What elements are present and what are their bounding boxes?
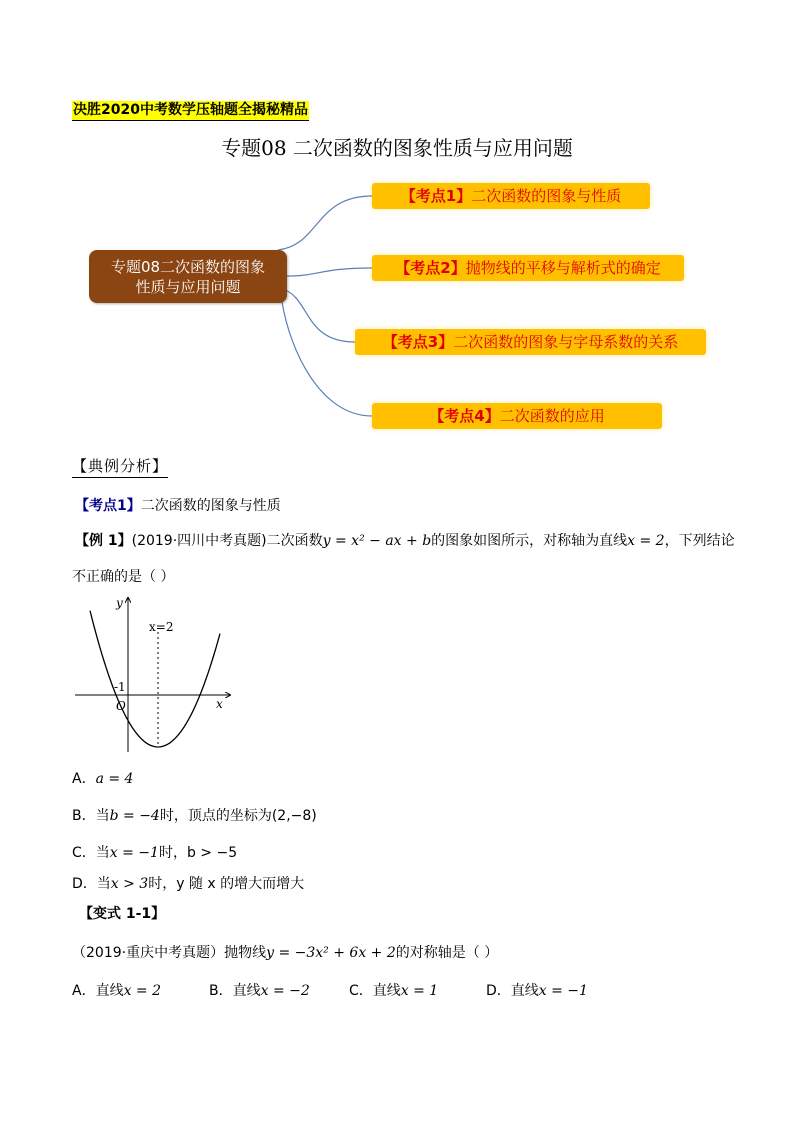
formula: y = x² − ax + b	[322, 533, 432, 549]
mindmap-center-node	[89, 250, 287, 303]
variant-tag: 【变式 1-1】	[79, 906, 166, 922]
option-pre: 当	[95, 845, 110, 861]
option-text: 直线	[95, 983, 124, 999]
option-math: x = 1	[400, 983, 439, 999]
node-tag: 【考点2】	[395, 259, 466, 277]
option-letter: B．	[72, 808, 96, 824]
mindmap-node-3	[355, 329, 706, 355]
node-tag: 【考点1】	[400, 187, 472, 205]
option-math: x = −1	[109, 845, 159, 861]
option-math: x = −2	[260, 983, 310, 999]
variant-option-c	[349, 981, 438, 1001]
option-c	[72, 843, 237, 863]
option-letter: D．	[72, 876, 97, 892]
stem-b: 的图象如图所示，对称轴为直线	[431, 533, 628, 549]
option-math: a = 4	[95, 771, 134, 787]
stem-a: 二次函数	[266, 533, 323, 549]
example-stem-line1	[75, 531, 735, 551]
variant-option-b	[209, 981, 310, 1001]
option-letter: B．	[209, 983, 233, 999]
option-math: b = −4	[109, 808, 160, 824]
variant-stem	[72, 943, 498, 963]
y-label: y	[116, 596, 123, 610]
example-source: (2019·四川中考真题)	[131, 533, 267, 549]
variant-source: （2019·重庆中考真题）	[72, 945, 225, 961]
x-label: x	[216, 697, 223, 711]
mindmap-node-1	[372, 183, 650, 209]
example-tag: 【例 1】	[75, 533, 132, 549]
option-a	[72, 769, 133, 789]
variant-stem-a: 抛物线	[224, 945, 267, 961]
variant-option-d	[486, 981, 588, 1001]
series-banner: 决胜2020中考数学压轴题全揭秘精品	[72, 101, 309, 121]
mindmap-node-4	[372, 403, 662, 429]
option-post: 时，b > −5	[158, 845, 238, 861]
section-heading: 【典例分析】	[72, 456, 168, 478]
option-pre: 当	[96, 876, 111, 892]
stem-c: ，下列结论	[664, 533, 735, 549]
node-tag: 【考点4】	[429, 407, 500, 425]
option-letter: D．	[486, 983, 511, 999]
option-math: x = −1	[538, 983, 588, 999]
option-b	[72, 806, 317, 826]
node-text: 二次函数的图象与性质	[471, 187, 622, 205]
node-tag: 【考点3】	[382, 333, 454, 351]
center-line-2: 性质与应用问题	[135, 277, 241, 296]
variant-option-a	[72, 981, 161, 1001]
option-letter: C．	[349, 983, 373, 999]
option-letter: A．	[72, 771, 96, 787]
example-stem-line2: 不正确的是（ ）	[72, 569, 175, 585]
node-text: 二次函数的图象与字母系数的关系	[453, 333, 679, 351]
node-text: 二次函数的应用	[499, 407, 605, 425]
option-letter: C．	[72, 845, 96, 861]
origin-label: O	[116, 699, 126, 713]
node-text: 抛物线的平移与解析式的确定	[465, 259, 661, 277]
variant-stem-b: 的对称轴是（ ）	[395, 945, 499, 961]
kp-text: 二次函数的图象与性质	[140, 498, 281, 514]
mindmap-connectors	[0, 0, 794, 460]
kp-heading	[75, 495, 281, 515]
kp-tag: 【考点1】	[75, 498, 141, 514]
option-text: 直线	[510, 983, 539, 999]
option-math: x = 2	[123, 983, 162, 999]
axis-line-label: x=2	[149, 620, 174, 634]
tick-label: -1	[114, 680, 126, 694]
option-d	[72, 874, 304, 894]
mindmap-node-2	[372, 255, 684, 281]
variant-formula: y = −3x² + 6x + 2	[266, 945, 396, 961]
option-post: 时，y 随 x 的增大而增大	[148, 876, 305, 892]
option-text: 直线	[232, 983, 261, 999]
option-math: x > 3	[110, 876, 149, 892]
axis-eq: x = 2	[627, 533, 665, 549]
option-text: 直线	[372, 983, 401, 999]
parabola-graph	[70, 592, 240, 757]
option-post: 时，顶点的坐标为(2,−8)	[159, 808, 317, 824]
option-pre: 当	[95, 808, 110, 824]
option-letter: A．	[72, 983, 96, 999]
center-line-1: 专题08二次函数的图象	[110, 257, 266, 276]
page-title: 专题08 二次函数的图象性质与应用问题	[221, 136, 573, 160]
